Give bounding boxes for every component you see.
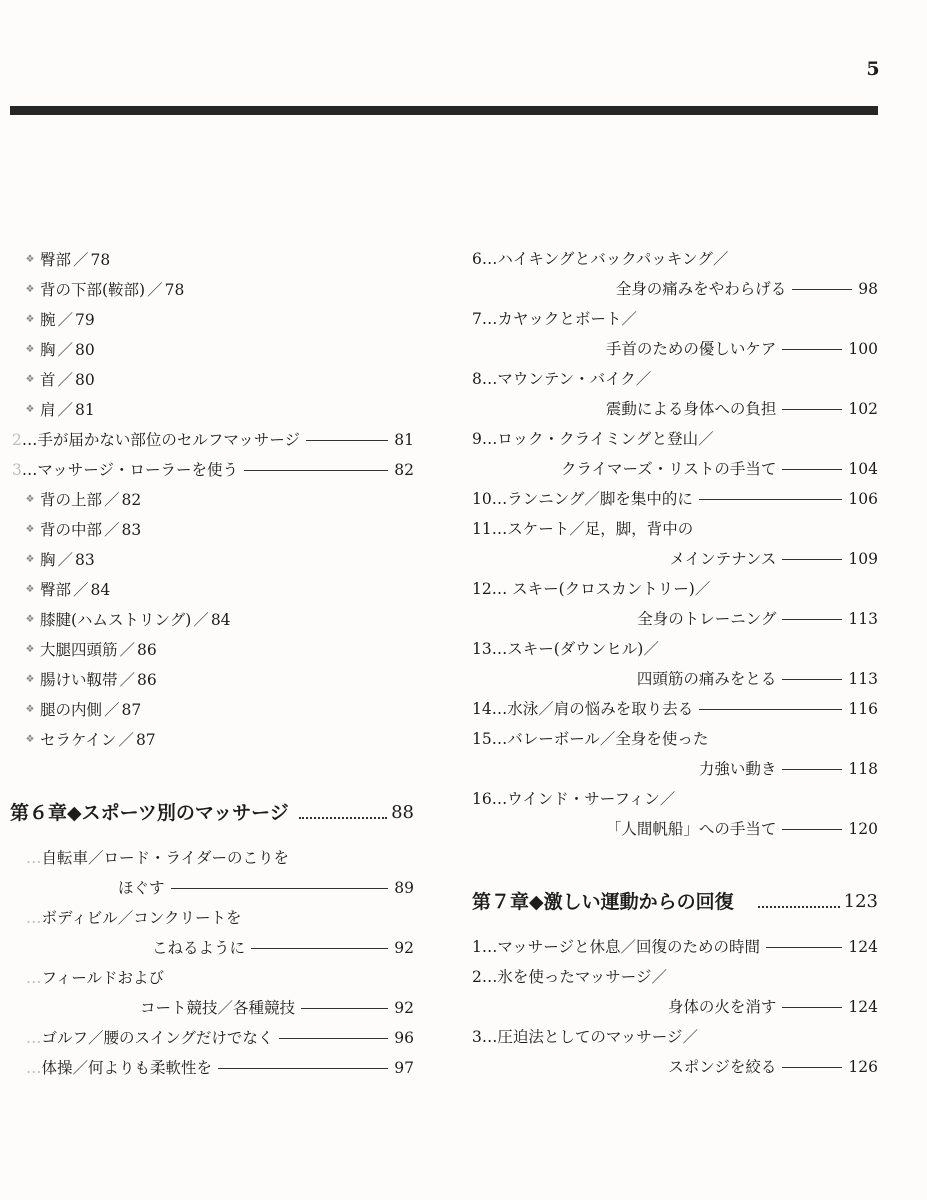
entry-label: …ロック・クライミングと登山／: [481, 430, 714, 448]
entry-page: 78: [164, 281, 185, 299]
entry-page: 86: [137, 641, 157, 659]
entry-label: …圧迫法としてのマッサージ／: [481, 1028, 698, 1046]
entry-label: 胸: [40, 551, 56, 569]
entry-number: 15: [472, 730, 492, 748]
bullet-icon: ❖: [25, 374, 35, 385]
entry-label: … スキー(クロスカントリー)／: [491, 580, 711, 598]
leader-line: [301, 1008, 388, 1009]
toc-line: [24, 275, 184, 305]
leader-line: [244, 470, 388, 471]
toc-line: [26, 843, 414, 873]
toc-line: [472, 1022, 878, 1052]
toc-line: [26, 1023, 414, 1053]
entry-label: 胸: [40, 341, 56, 359]
toc-line: [472, 334, 878, 364]
leader-line: [306, 440, 388, 441]
entry-page: 83: [121, 521, 142, 539]
header-rule: [10, 106, 878, 115]
bullet-icon: ❖: [25, 704, 35, 715]
bullet-icon: ❖: [25, 284, 35, 295]
leader-line: [782, 559, 842, 560]
entry-number: 7: [472, 310, 482, 328]
entry-page: 80: [75, 341, 95, 359]
toc-line: [24, 545, 95, 575]
entry-label: 背の上部: [40, 491, 103, 509]
entry-label: 臀部: [40, 251, 72, 269]
bullet-icon: ❖: [25, 554, 35, 565]
entry-number: 13: [472, 640, 492, 658]
toc-line: [472, 424, 878, 454]
toc-line: [26, 963, 414, 993]
chapter-7-heading: [472, 884, 878, 920]
leader-line: [782, 829, 842, 830]
leader-line: [782, 349, 842, 350]
entry-page: 86: [137, 671, 157, 689]
leader-line: [782, 409, 842, 410]
toc-line: [24, 725, 156, 755]
entry-number: 16: [472, 790, 492, 808]
entry-page: 98: [858, 280, 878, 298]
entry-prefix: …: [26, 969, 42, 987]
toc-line: [472, 634, 878, 664]
separator: ／: [57, 551, 74, 569]
separator: ／: [73, 251, 89, 269]
entry-prefix: …: [26, 849, 42, 867]
entry-page: 102: [848, 400, 878, 418]
entry-label: 震動による身体への負担: [605, 400, 777, 418]
leader-line: [766, 947, 842, 948]
toc-line: [472, 484, 878, 514]
entry-page: 106: [848, 490, 878, 508]
numbered-entry: [12, 425, 300, 455]
entry-page: 82: [394, 461, 414, 479]
bullet-icon: ❖: [25, 524, 35, 535]
entry-label: 自転車／ロード・ライダーのこりを: [41, 849, 290, 867]
entry-number: 10: [472, 490, 492, 508]
leader-line: [792, 289, 852, 290]
entry-label: 大腿四頭筋: [40, 641, 118, 659]
entry-page: 124: [848, 998, 878, 1016]
separator: ／: [73, 581, 89, 599]
entry-label: …ランニング／脚を集中的に: [491, 490, 693, 508]
entry-page: 80: [75, 371, 95, 389]
leader-line: [782, 619, 842, 620]
entry-label: フィールドおよび: [41, 969, 164, 987]
chapter-title: 第７章◆激しい運動からの回復: [472, 891, 734, 913]
toc-line: [24, 485, 141, 515]
entry-number: 9: [472, 430, 482, 448]
separator: ／: [147, 281, 163, 299]
leader-line: [782, 679, 842, 680]
toc-line: [472, 514, 878, 544]
entry-label: 腕: [40, 311, 56, 329]
entry-label: …ハイキングとバックパッキング／: [481, 250, 729, 268]
toc-line: [472, 574, 878, 604]
entry-prefix: …: [26, 909, 42, 927]
entry-page: 87: [121, 701, 142, 719]
entry-label: 「人間帆船」への手当て: [605, 820, 777, 838]
entry-label: スポンジを絞る: [668, 1058, 777, 1076]
dot-leader: [758, 906, 840, 908]
entry-label: …マウンテン・バイク／: [481, 370, 652, 388]
entry-label: 首: [40, 371, 56, 389]
chapter-title: 第６章◆スポーツ別のマッサージ: [10, 802, 289, 824]
separator: ／: [57, 311, 74, 329]
leader-line: [251, 948, 388, 949]
bullet-icon: ❖: [25, 614, 35, 625]
toc-line: [472, 932, 878, 962]
entry-number: 12: [472, 580, 492, 598]
entry-number: 14: [472, 700, 492, 718]
toc-line: [472, 664, 878, 694]
toc-line: [472, 1052, 878, 1082]
toc-line: [24, 305, 95, 335]
toc-line: [24, 515, 141, 545]
leader-line: [279, 1038, 388, 1039]
entry-label: セラケイン: [40, 731, 117, 749]
entry-label: …氷を使ったマッサージ／: [481, 968, 667, 986]
entry-label: 膝腱(ハムストリング): [40, 611, 192, 629]
entry-label: 全身のトレーニング: [637, 610, 777, 628]
entry-label: ゴルフ／腰のスイングだけでなく: [41, 1029, 274, 1047]
bullet-icon: ❖: [25, 734, 35, 745]
entry-label: 背の中部: [40, 521, 103, 539]
separator: ／: [118, 731, 134, 749]
entry-label: 身体の火を消す: [667, 998, 777, 1016]
separator: ／: [104, 491, 120, 509]
entry-label: 力強い動き: [698, 760, 777, 778]
bullet-icon: ❖: [25, 314, 35, 325]
toc-line: [472, 274, 878, 304]
chapter-6-heading: [10, 795, 414, 831]
entry-label: …カヤックとボート／: [481, 310, 637, 328]
leader-line: [782, 1067, 842, 1068]
toc-line: [24, 245, 110, 275]
entry-label: 手首のための優しいケア: [605, 340, 777, 358]
separator: ／: [193, 611, 209, 629]
entry-page: 84: [210, 611, 231, 629]
entry-page: 118: [848, 760, 878, 778]
entry-page: 113: [848, 670, 878, 688]
toc-line: [24, 575, 110, 605]
entry-page: 109: [848, 550, 878, 568]
toc-line: [472, 544, 878, 574]
entry-number: 3: [12, 461, 22, 479]
numbered-entry: [12, 455, 238, 485]
bullet-icon: ❖: [25, 644, 35, 655]
entry-number: 1: [472, 938, 482, 956]
toc-line: [472, 364, 878, 394]
leader-line: [782, 469, 842, 470]
separator: ／: [104, 701, 120, 719]
entry-number: 3: [472, 1028, 482, 1046]
entry-label: 肩: [40, 401, 56, 419]
entry-label: …手が届かない部位のセルフマッサージ: [21, 431, 300, 449]
toc-line: [472, 784, 878, 814]
entry-label: …マッサージ・ローラーを使う: [21, 461, 238, 479]
entry-label: ほぐす: [118, 879, 165, 897]
toc-line: [472, 992, 878, 1022]
entry-label: クライマーズ・リストの手当て: [560, 460, 777, 478]
entry-label: こねるように: [152, 939, 246, 957]
entry-page: 83: [75, 551, 95, 569]
entry-page: 116: [848, 700, 878, 718]
entry-page: 81: [75, 401, 95, 419]
entry-label: ボディビル／コンクリートを: [41, 909, 242, 927]
toc-line: [12, 425, 414, 455]
entry-label: …マッサージと休息／回復のための時間: [481, 938, 760, 956]
toc-line: [472, 754, 878, 784]
entry-label: メインテナンス: [669, 550, 777, 568]
entry-page: 82: [121, 491, 142, 509]
toc-line: [472, 394, 878, 424]
toc-line: [24, 695, 141, 725]
entry-page: 124: [848, 938, 878, 956]
separator: ／: [119, 671, 136, 689]
entry-page: 126: [848, 1058, 878, 1076]
entry-page: 84: [90, 581, 111, 599]
bullet-icon: ❖: [25, 674, 35, 685]
toc-line: [118, 873, 414, 903]
entry-page: 81: [394, 431, 414, 449]
toc-line: [140, 993, 414, 1023]
toc-line: [472, 304, 878, 334]
entry-label: …バレーボール／全身を使った: [491, 730, 709, 748]
entry-number: 2: [12, 431, 22, 449]
entry-page: 79: [75, 311, 95, 329]
bullet-icon: ❖: [25, 254, 35, 265]
toc-line: [24, 605, 231, 635]
separator: ／: [119, 641, 136, 659]
toc-line: [24, 635, 157, 665]
toc-line: [472, 962, 878, 992]
entry-page: 96: [394, 1029, 414, 1047]
entry-label: 背の下部(鞍部): [40, 281, 146, 299]
entry-label: …ウインド・サーフィン／: [491, 790, 676, 808]
separator: ／: [104, 521, 120, 539]
toc-line: [472, 244, 878, 274]
entry-label: 腿の内側: [40, 701, 103, 719]
dot-leader: [299, 817, 387, 819]
toc-line: [26, 903, 414, 933]
toc-line: [472, 604, 878, 634]
leader-line: [782, 1007, 842, 1008]
bullet-icon: ❖: [25, 404, 35, 415]
entry-page: 100: [848, 340, 878, 358]
entry-page: 97: [394, 1059, 414, 1077]
chapter-page: 88: [391, 802, 414, 823]
toc-line: [472, 454, 878, 484]
leader-line: [699, 709, 842, 710]
bullet-icon: ❖: [25, 494, 35, 505]
toc-line: [24, 395, 95, 425]
bullet-icon: ❖: [25, 344, 35, 355]
toc-line: [26, 1053, 414, 1083]
entry-number: 11: [472, 520, 492, 538]
page-number: 5: [866, 58, 880, 80]
separator: ／: [57, 371, 74, 389]
entry-page: 92: [394, 999, 414, 1017]
entry-label: 四頭筋の痛みをとる: [636, 670, 777, 688]
leader-line: [218, 1068, 388, 1069]
entry-label: 体操／何よりも柔軟性を: [41, 1059, 213, 1077]
separator: ／: [57, 341, 74, 359]
leader-line: [782, 769, 842, 770]
entry-label: 臀部: [40, 581, 72, 599]
toc-line: [24, 335, 95, 365]
entry-number: 8: [472, 370, 482, 388]
entry-number: 6: [472, 250, 482, 268]
entry-prefix: …: [26, 1059, 42, 1077]
entry-page: 78: [90, 251, 111, 269]
toc-line: [472, 724, 878, 754]
toc-line: [472, 694, 878, 724]
entry-label: 腸けい靱帯: [40, 671, 118, 689]
entry-label: …スケート／足，脚，背中の: [491, 520, 694, 538]
leader-line: [699, 499, 842, 500]
entry-page: 92: [394, 939, 414, 957]
entry-page: 87: [135, 731, 156, 749]
toc-line: [152, 933, 414, 963]
toc-line: [12, 455, 414, 485]
separator: ／: [57, 401, 74, 419]
toc-line: [472, 814, 878, 844]
entry-label: コート競技／各種競技: [140, 999, 296, 1017]
entry-label: 全身の痛みをやわらげる: [615, 280, 787, 298]
chapter-page: 123: [843, 891, 878, 912]
entry-number: 2: [472, 968, 482, 986]
leader-line: [171, 888, 389, 889]
entry-page: 120: [848, 820, 878, 838]
entry-label: …スキー(ダウンヒル)／: [491, 640, 659, 658]
entry-page: 113: [848, 610, 878, 628]
entry-page: 89: [394, 879, 414, 897]
entry-page: 104: [848, 460, 878, 478]
entry-prefix: …: [26, 1029, 42, 1047]
bullet-icon: ❖: [25, 584, 35, 595]
entry-label: …水泳／肩の悩みを取り去る: [491, 700, 694, 718]
toc-line: [24, 665, 157, 695]
toc-line: [24, 365, 95, 395]
